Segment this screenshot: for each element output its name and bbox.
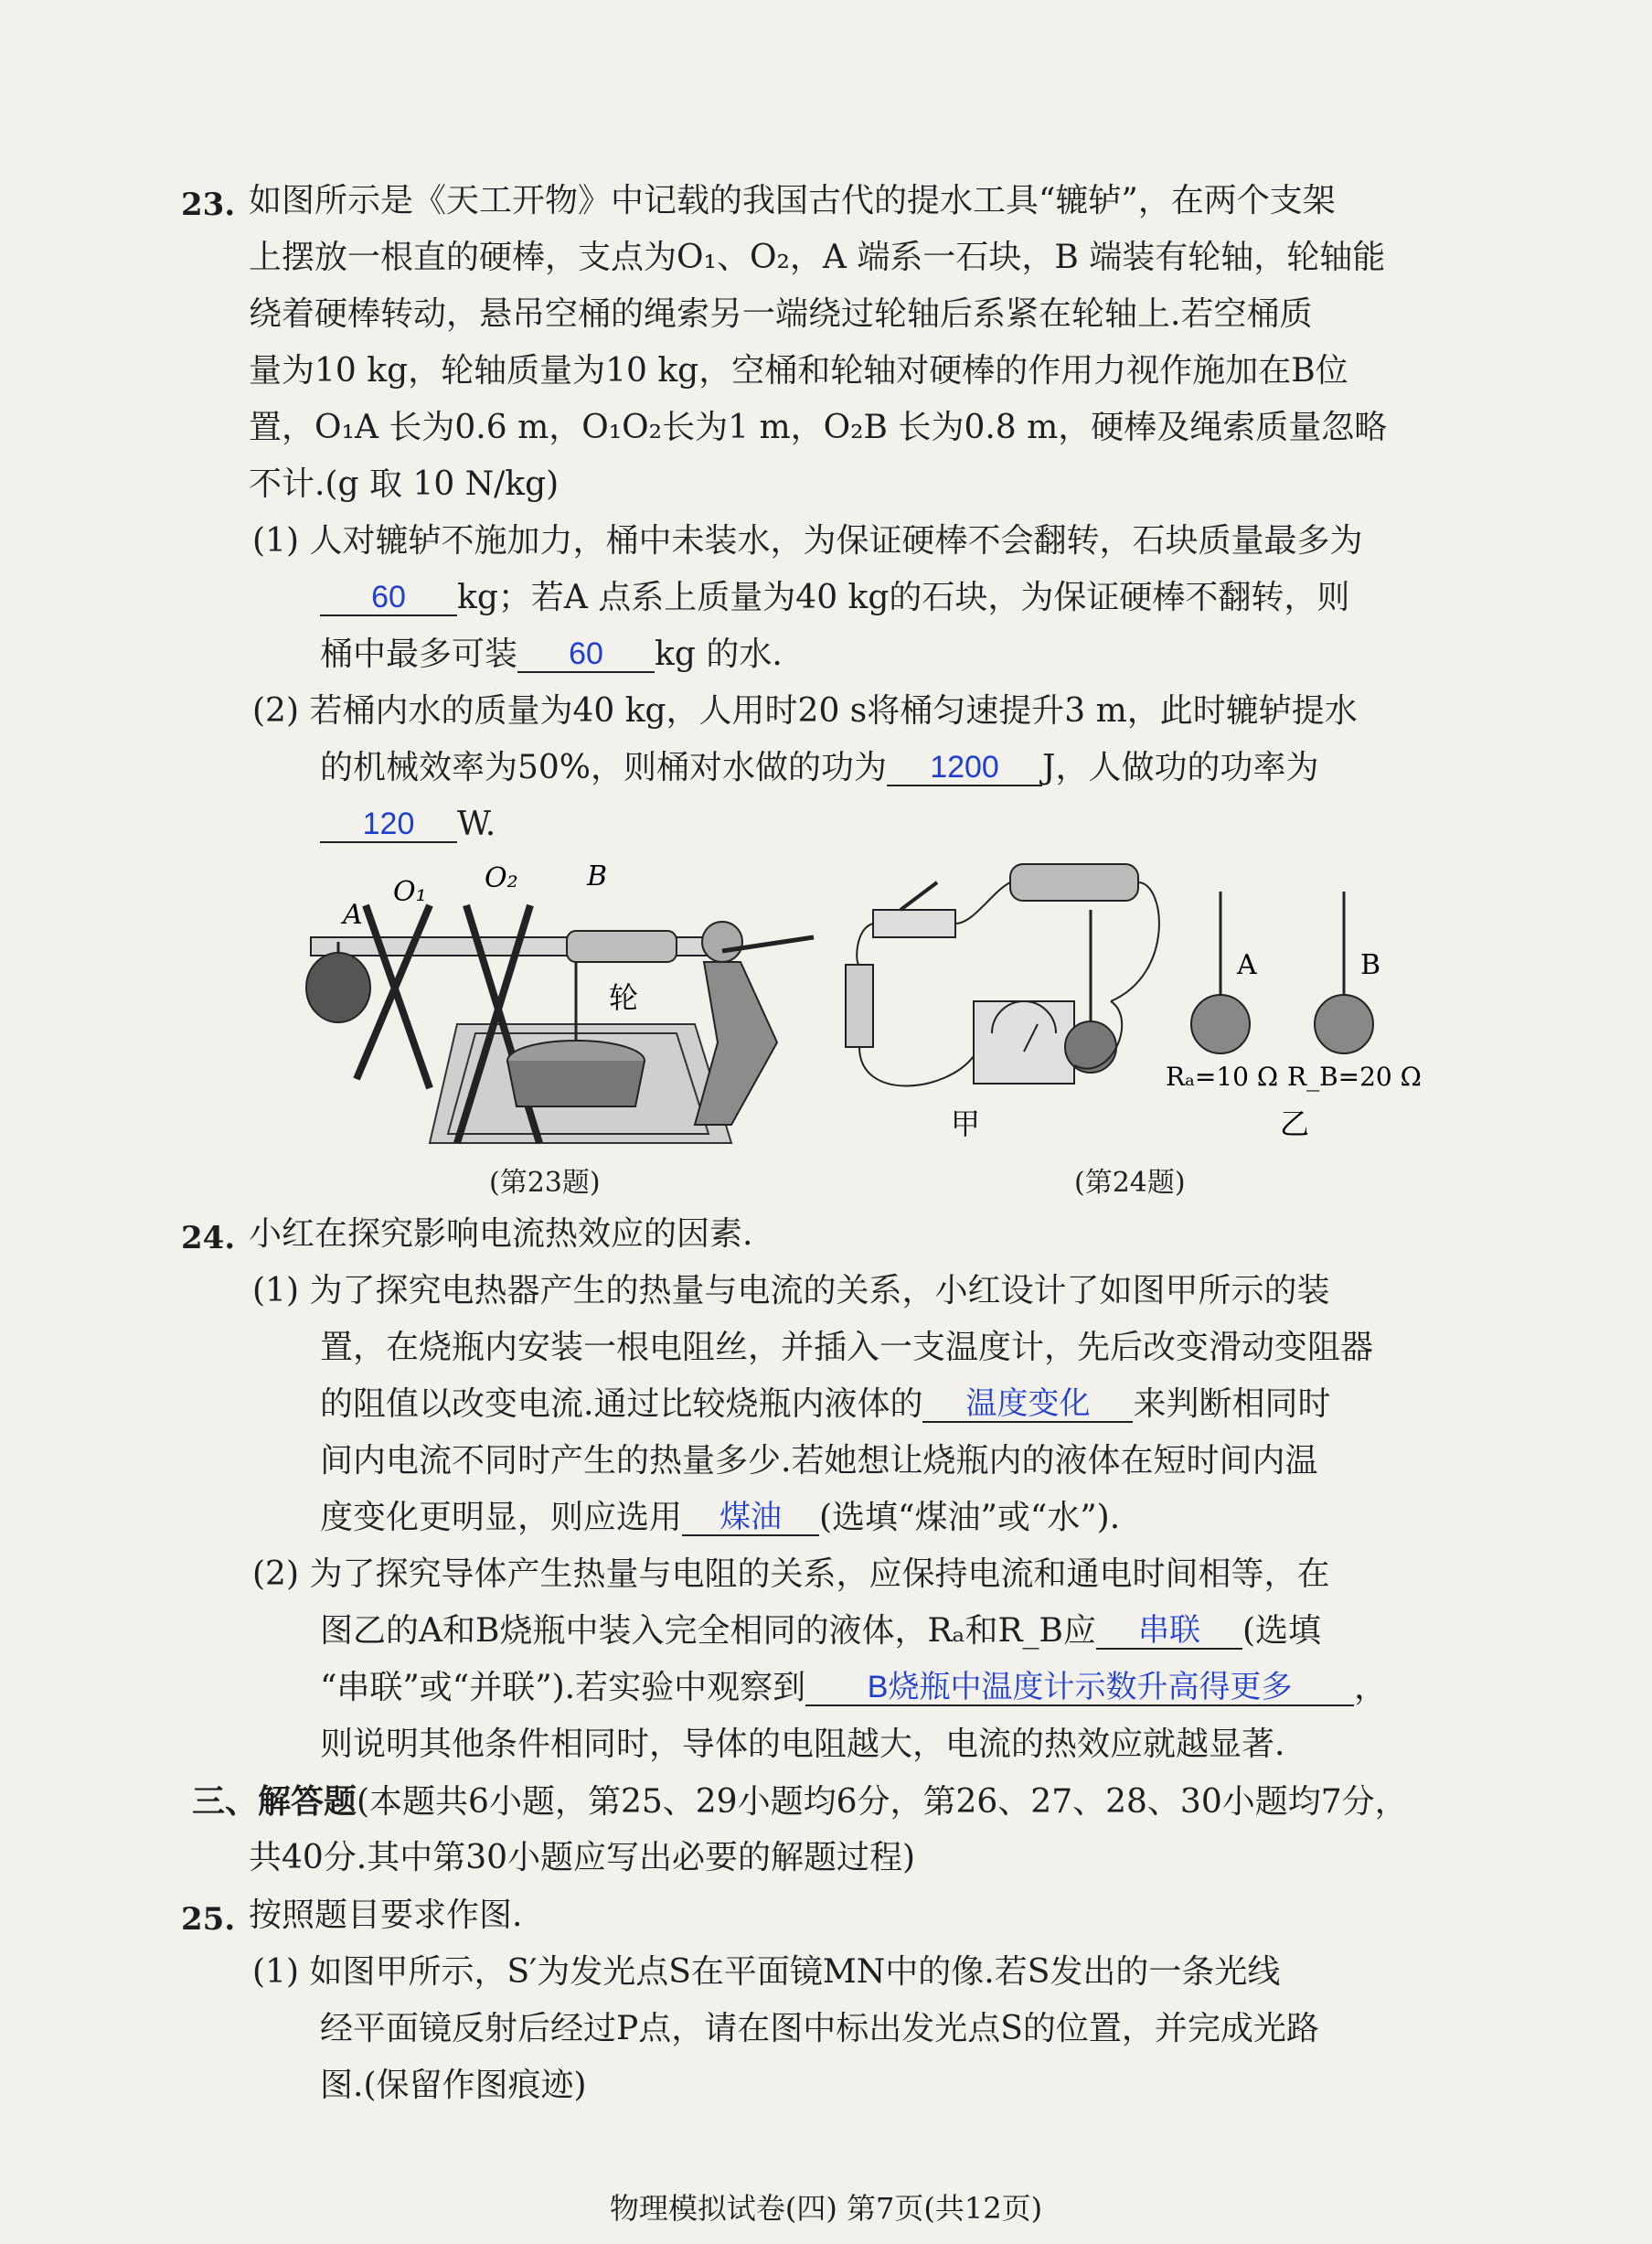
question-text-line: 上摆放一根直的硬棒，支点为O₁、O₂，A 端系一石块，B 端装有轮轴，轮轴能 — [249, 239, 1386, 276]
subquestion-2-line3 — [320, 807, 496, 843]
label-yi: 乙 — [1280, 1106, 1310, 1141]
question-number: 24. — [181, 1220, 236, 1256]
text: kg 的水. — [655, 636, 783, 673]
section-title: 三、解答题 — [192, 1782, 357, 1821]
answer-blank[interactable]: 串联 — [1096, 1613, 1242, 1650]
text: W. — [457, 806, 496, 843]
text: (选填 — [1242, 1612, 1322, 1650]
text: 桶中最多可装 — [320, 636, 518, 673]
subquestion-1: (1) 如图甲所示，S′为发光点S在平面镜MN中的像.若S发出的一条光线 — [252, 1953, 1281, 1991]
question-intro: 按照题目要求作图. — [249, 1897, 523, 1934]
resistance-B: R_B=20 Ω — [1287, 1062, 1422, 1092]
subquestion-1-line2 — [320, 580, 1349, 616]
section-desc-line2: 共40分.其中第30小题应写出必要的解题过程) — [249, 1839, 916, 1876]
subquestion-2-line2 — [320, 1613, 1321, 1650]
question-intro: 小红在探究影响电流热效应的因素. — [249, 1215, 753, 1253]
label-O2: O₂ — [485, 862, 518, 894]
text: kg；若A 点系上质量为40 kg的石块，为保证硬棒不翻转，则 — [457, 579, 1350, 616]
answer-blank[interactable]: 温度变化 — [922, 1386, 1133, 1423]
text: (选填“煤油”或“水”). — [819, 1499, 1121, 1536]
subquestion-1-line4: 间内电流不同时产生的热量多少.若她想让烧瓶内的液体在短时间内温 — [320, 1442, 1318, 1480]
text: ， — [1354, 1669, 1388, 1706]
answer-blank[interactable]: 60 — [517, 636, 655, 673]
question-text-line: 绕着硬棒转动，悬吊空桶的绳索另一端绕过轮轴后系紧在轮轴上.若空桶质 — [249, 295, 1313, 333]
label-A: A — [343, 899, 363, 931]
page-footer: 物理模拟试卷(四) 第7页(共12页) — [609, 2191, 1043, 2226]
flask-label-B: B — [1360, 949, 1381, 981]
section-desc: (本题共6小题，第25、29小题均6分，第26、27、28、30小题均7分， — [357, 1783, 1408, 1821]
text: 来判断相同时 — [1133, 1385, 1331, 1423]
section-header — [192, 1783, 1408, 1821]
label-wheel: 轮 — [609, 980, 639, 1015]
subquestion-1-line3 — [320, 636, 783, 673]
figure-24-circuit — [837, 837, 1458, 1148]
figure-23-lulu — [302, 850, 832, 1161]
subquestion-2-line3 — [320, 1670, 1387, 1706]
subquestion-1: (1) 人对辘轳不施加力，桶中未装水，为保证硬棒不会翻转，石块质量最多为 — [252, 522, 1363, 560]
question-text-line: 不计.(g 取 10 N/kg) — [249, 465, 560, 503]
label-O1: O₁ — [393, 876, 427, 908]
subquestion-1-line3 — [320, 1386, 1330, 1423]
subquestion-2-line2 — [320, 750, 1318, 786]
subquestion-1-line5 — [320, 1500, 1120, 1536]
label-B: B — [587, 860, 608, 892]
answer-blank[interactable]: 120 — [320, 807, 457, 843]
resistance-A: Rₐ=10 Ω — [1166, 1062, 1279, 1092]
subquestion-1-line2: 经平面镜反射后经过P点，请在图中标出发光点S的位置，并完成光路 — [320, 2010, 1319, 2047]
subquestion-2: (2) 为了探究导体产生热量与电阻的关系，应保持电流和通电时间相等，在 — [252, 1555, 1330, 1593]
question-text-line: 置，O₁A 长为0.6 m，O₁O₂长为1 m，O₂B 长为0.8 m，硬棒及绳索质量忽略 — [249, 409, 1388, 446]
question-number: 23. — [181, 187, 236, 223]
subquestion-1-line3: 图.(保留作图痕迹) — [320, 2067, 587, 2104]
text: 度变化更明显，则应选用 — [320, 1499, 683, 1536]
question-number: 25. — [181, 1901, 236, 1938]
answer-blank[interactable]: 煤油 — [682, 1500, 819, 1536]
caption-fig23: (第23题) — [489, 1167, 601, 1199]
caption-fig24: (第24题) — [1074, 1167, 1186, 1199]
answer-blank[interactable]: 60 — [320, 580, 457, 616]
text: 的机械效率为50%，则桶对水做的功为 — [320, 749, 888, 786]
text: J，人做功的功率为 — [1042, 749, 1319, 786]
answer-blank[interactable]: B烧瓶中温度计示数升高得更多 — [805, 1670, 1354, 1706]
subquestion-2-line4: 则说明其他条件相同时，导体的电阻越大，电流的热效应就越显著. — [320, 1726, 1285, 1763]
text: “串联”或“并联”).若实验中观察到 — [320, 1669, 806, 1706]
subquestion-1: (1) 为了探究电热器产生的热量与电流的关系，小红设计了如图甲所示的装 — [252, 1272, 1330, 1309]
subquestion-2: (2) 若桶内水的质量为40 kg，人用时20 s将桶匀速提升3 m，此时辘轳提水 — [252, 692, 1358, 730]
answer-blank[interactable]: 1200 — [887, 750, 1042, 786]
question-text-line: 如图所示是《天工开物》中记载的我国古代的提水工具“辘轳”，在两个支架 — [249, 182, 1336, 219]
text: 图乙的A和B烧瓶中装入完全相同的液体，Rₐ和R_B应 — [320, 1612, 1097, 1650]
subquestion-1-line2: 置，在烧瓶内安装一根电阻丝，并插入一支温度计，先后改变滑动变阻器 — [320, 1329, 1374, 1366]
question-text-line: 量为10 kg，轮轴质量为10 kg，空桶和轮轴对硬棒的作用力视作施加在B位 — [249, 352, 1348, 390]
text: 的阻值以改变电流.通过比较烧瓶内液体的 — [320, 1385, 923, 1423]
label-jia: 甲 — [951, 1106, 981, 1141]
flask-label-A: A — [1237, 949, 1257, 981]
